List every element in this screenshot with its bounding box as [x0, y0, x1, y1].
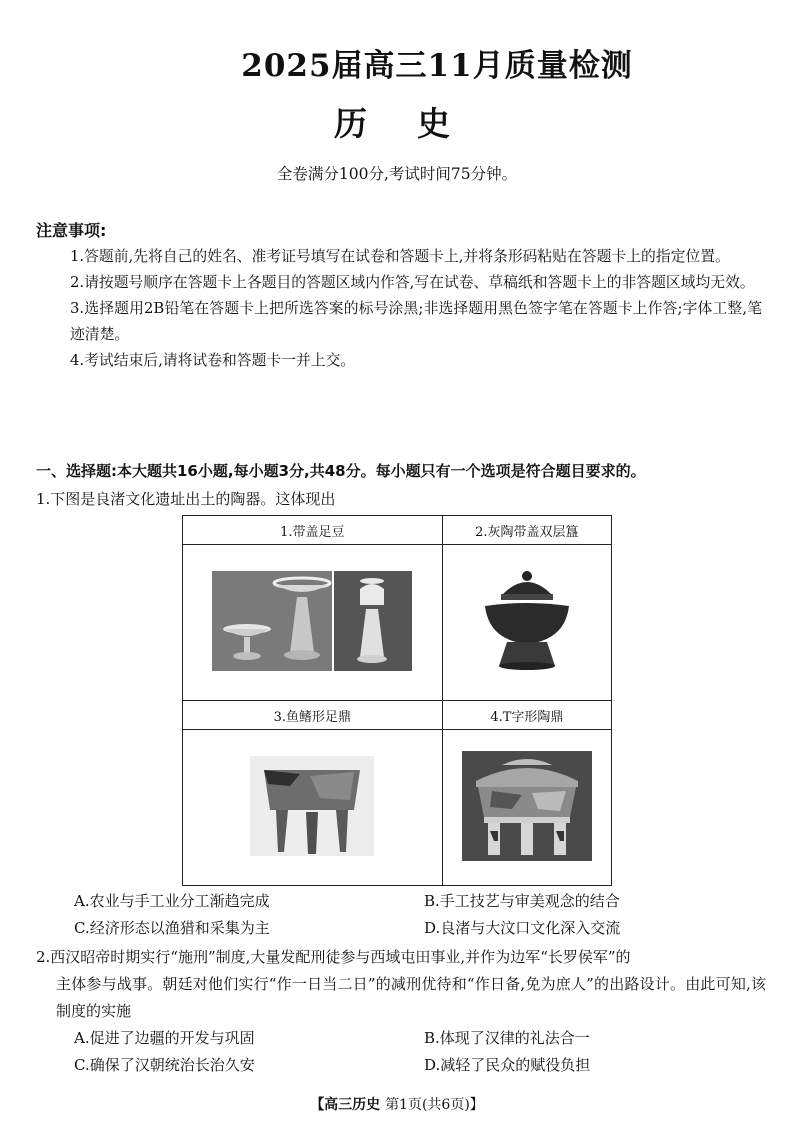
q2-stem-rest: 主体参与战事。朝廷对他们实行“作一日当二日”的减刑优待和“作日备,免为庶人”的出路设计。由此可知,该制度的实施	[56, 975, 766, 1020]
notice-item-2: 2.请按题号顺序在答题卡上各题目的答题区域内作答,写在试卷、草稿纸和答题卡上的非答题区域均无效。	[70, 274, 755, 291]
subject-title: 历史	[334, 104, 500, 143]
q1-option-c[interactable]: C.经济形态以渔猎和采集为主	[74, 919, 270, 937]
question-2-options	[74, 1025, 774, 1079]
q1-option-b[interactable]: B.手工技艺与审美观念的结合	[424, 892, 620, 910]
q2-stem-line1: 2.西汉昭帝时期实行“施刑”制度,大量发配刑徒参与西域屯田事业,并作为边军“长罗侯军”的	[36, 948, 631, 966]
t-shape-ding-image	[462, 751, 592, 861]
q1-option-a[interactable]: A.农业与手工业分工渐趋完成	[74, 892, 270, 910]
q2-option-d[interactable]: D.减轻了民众的赋役负担	[424, 1056, 591, 1074]
page-footer	[0, 1094, 794, 1114]
caption-4: 4.T字形陶鼎	[442, 701, 611, 730]
notice-heading: 注意事项:	[36, 221, 107, 240]
footed-dou-image	[212, 571, 412, 671]
footer-page-number: 第1页(共6页)】	[385, 1097, 484, 1113]
footer-subject: 【高三历史	[310, 1097, 381, 1113]
notice-list	[70, 244, 762, 374]
q2-option-b[interactable]: B.体现了汉律的礼法合一	[424, 1029, 590, 1047]
caption-2: 2.灰陶带盖双层簋	[442, 516, 611, 545]
notice-item-1: 1.答题前,先将自己的姓名、准考证号填写在试卷和答题卡上,并将条形码粘贴在答题卡上的指定位置。	[70, 248, 730, 265]
question-1-stem: 1.下图是良渚文化遗址出土的陶器。这体现出	[36, 490, 336, 508]
pottery-image-4	[442, 730, 611, 886]
exam-info: 全卷满分100分,考试时间75分钟。	[276, 165, 518, 183]
fin-foot-ding-image	[250, 756, 374, 856]
question-1-options	[74, 888, 774, 942]
question-2-stem	[36, 944, 766, 1025]
notice-item-3: 3.选择题用2B铅笔在答题卡上把所选答案的标号涂黑;非选择题用黑色签字笔在答题卡上作答;字体工整,笔迹清楚。	[70, 300, 762, 343]
caption-1: 1.带盖足豆	[183, 516, 443, 545]
q2-option-a[interactable]: A.促进了边疆的开发与巩固	[74, 1029, 255, 1047]
exam-title: 2025届高三11月质量检测	[241, 48, 633, 84]
pottery-image-2	[442, 545, 611, 701]
pottery-image-1	[183, 545, 443, 701]
q1-option-d[interactable]: D.良渚与大汶口文化深入交流	[424, 919, 621, 937]
pottery-image-3	[183, 730, 443, 886]
caption-3: 3.鱼鳍形足鼎	[183, 701, 443, 730]
lidded-gui-image	[467, 566, 587, 676]
section-heading: 一、选择题:本大题共16小题,每小题3分,共48分。每小题只有一个选项是符合题目要求的。	[36, 462, 646, 480]
notice-item-4: 4.考试结束后,请将试卷和答题卡一并上交。	[70, 352, 356, 369]
pottery-table	[182, 515, 612, 886]
q2-option-c[interactable]: C.确保了汉朝统治长治久安	[74, 1056, 255, 1074]
